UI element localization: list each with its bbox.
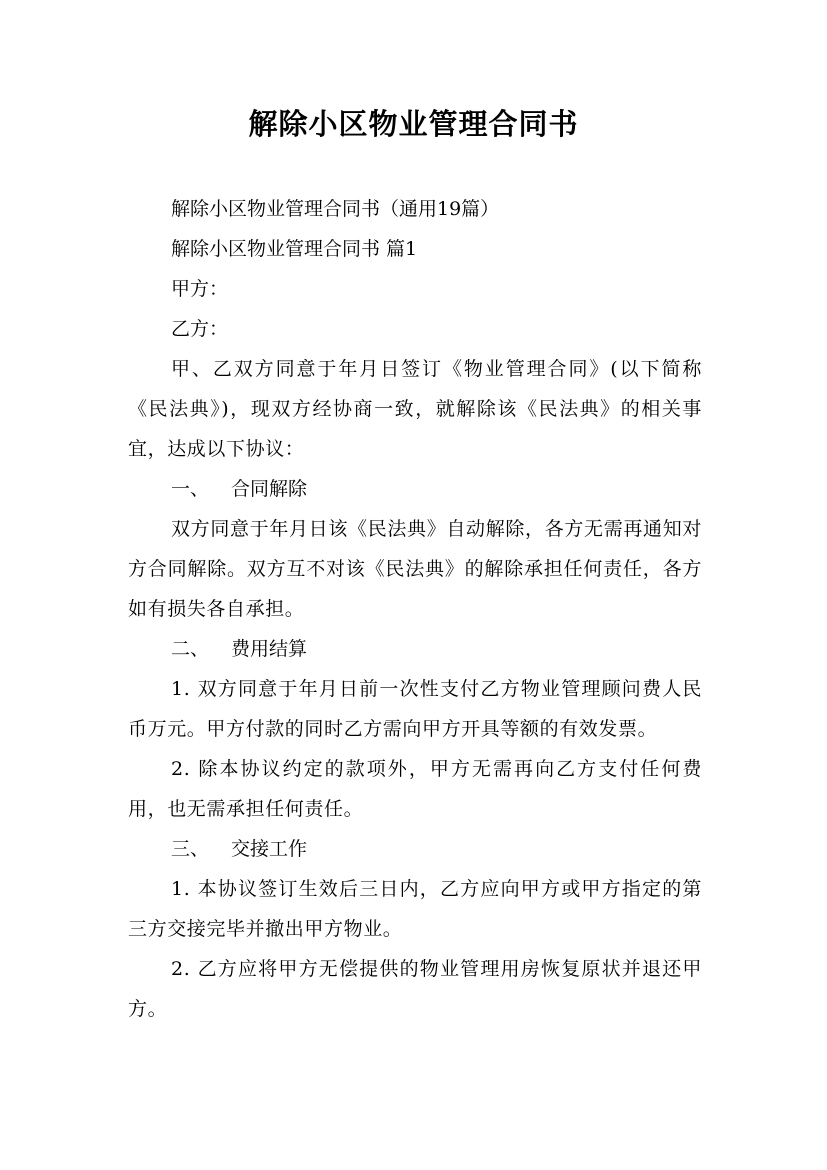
section-number: 三、 [171, 838, 210, 860]
section-title: 费用结算 [231, 638, 308, 660]
article-heading: 解除小区物业管理合同书 篇1 [171, 238, 418, 260]
document-body [128, 189, 702, 1029]
section-title: 交接工作 [231, 838, 308, 860]
termination-paragraph: 双方同意于年月日该《民法典》自动解除，各方无需再通知对方合同解除。双方互不对该《民法典》的解除承担任何责任，各方如有损失各自承担。 [128, 518, 702, 620]
section-number: 二、 [171, 638, 210, 660]
section-number: 一、 [171, 478, 210, 500]
document-title: 解除小区物业管理合同书 [248, 107, 579, 141]
party-a-line: 甲方： [171, 278, 229, 300]
handover-item-1: 1. 本协议签订生效后三日内，乙方应向甲方或甲方指定的第三方交接完毕并撤出甲方物业。 [128, 878, 702, 940]
settlement-item-1: 1. 双方同意于年月日前一次性支付乙方物业管理顾问费人民币万元。甲方付款的同时乙方需向甲方开具等额的有效发票。 [128, 678, 702, 740]
section-heading-1 [128, 469, 702, 509]
section-title: 合同解除 [231, 478, 308, 500]
settlement-item-2: 2. 除本协议约定的款项外，甲方无需再向乙方支付任何费用，也无需承担任何责任。 [128, 758, 702, 820]
subtitle-paragraph: 解除小区物业管理合同书（通用19篇） [171, 198, 500, 220]
section-heading-3 [128, 829, 702, 869]
party-b-line: 乙方： [171, 318, 229, 340]
preamble-paragraph: 甲、乙双方同意于年月日签订《物业管理合同》(以下简称《民法典》)，现双方经协商一致，就解除该《民法典》的相关事宜，达成以下协议： [128, 358, 702, 460]
section-heading-2 [128, 629, 702, 669]
handover-item-2: 2. 乙方应将甲方无偿提供的物业管理用房恢复原状并退还甲方。 [128, 958, 702, 1020]
